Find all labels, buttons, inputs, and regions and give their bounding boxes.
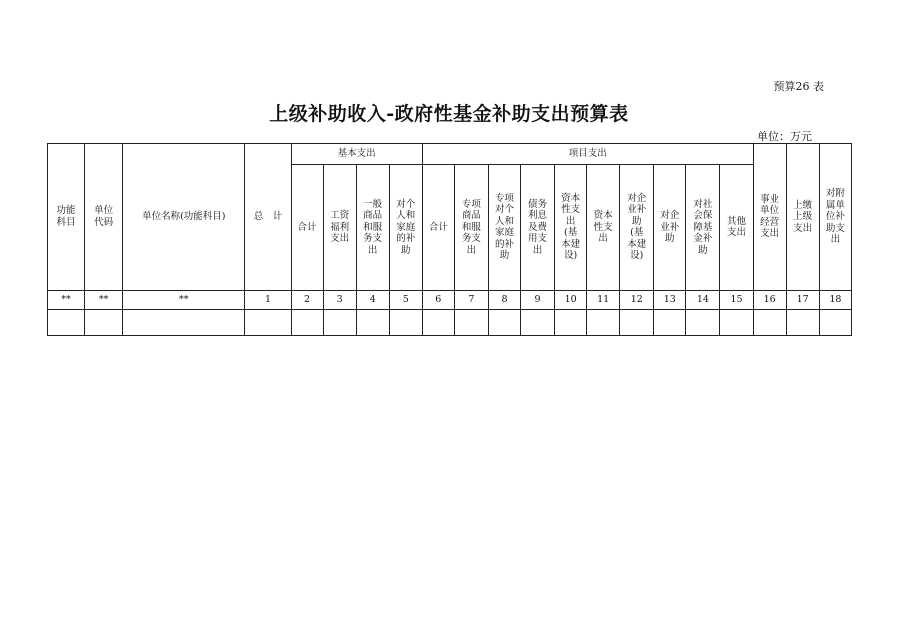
- index-cell: 3: [323, 291, 356, 310]
- empty-cell: [654, 310, 686, 336]
- empty-cell: [85, 310, 123, 336]
- header-basic-col-4: 对个人和家庭的补助: [389, 165, 422, 291]
- header-basic-col-2: 工资福利支出: [323, 165, 356, 291]
- header-func-subject: 功能科目: [48, 144, 85, 291]
- header-project-col-10: 其他支出: [720, 165, 753, 291]
- unit-label: 单位：万元: [757, 130, 812, 143]
- index-cell: 9: [521, 291, 555, 310]
- budget-table: [47, 143, 852, 336]
- empty-cell: [323, 310, 356, 336]
- empty-cell: [786, 310, 819, 336]
- empty-cell: [686, 310, 720, 336]
- header-project-col-7: 对企业补助(基本建设): [620, 165, 654, 291]
- index-cell: 11: [587, 291, 620, 310]
- empty-cell: [521, 310, 555, 336]
- index-cell: 12: [620, 291, 654, 310]
- header-row-group: [48, 144, 852, 165]
- empty-cell: [454, 310, 488, 336]
- index-cell: 5: [389, 291, 422, 310]
- index-cell: **: [123, 291, 245, 310]
- header-basic-col-1: 合计: [291, 165, 323, 291]
- index-cell: 15: [720, 291, 753, 310]
- empty-cell: [291, 310, 323, 336]
- index-cell: 2: [291, 291, 323, 310]
- empty-cell: [488, 310, 520, 336]
- empty-cell: [720, 310, 753, 336]
- index-cell: 14: [686, 291, 720, 310]
- header-total: 总 计: [245, 144, 291, 291]
- header-right-col-1: 事业单位经营支出: [753, 144, 786, 291]
- empty-cell: [587, 310, 620, 336]
- index-cell: 1: [245, 291, 291, 310]
- data-row-empty: [48, 310, 852, 336]
- empty-cell: [48, 310, 85, 336]
- index-cell: 18: [819, 291, 851, 310]
- empty-cell: [123, 310, 245, 336]
- header-project-col-3: 专项对个人和家庭的补助: [488, 165, 520, 291]
- index-cell: **: [48, 291, 85, 310]
- empty-cell: [753, 310, 786, 336]
- header-unit-code: 单位代码: [85, 144, 123, 291]
- index-cell: 17: [786, 291, 819, 310]
- index-cell: 16: [753, 291, 786, 310]
- header-project-col-2: 专项商品和服务支出: [454, 165, 488, 291]
- index-cell: **: [85, 291, 123, 310]
- empty-cell: [245, 310, 291, 336]
- header-project-group: 项目支出: [422, 144, 753, 165]
- header-project-col-5: 资本性支出(基本建设): [555, 165, 587, 291]
- empty-cell: [555, 310, 587, 336]
- index-cell: 4: [356, 291, 389, 310]
- header-basic-col-3: 一般商品和服务支出: [356, 165, 389, 291]
- header-project-col-8: 对企业补助: [654, 165, 686, 291]
- empty-cell: [819, 310, 851, 336]
- page-title: 上级补助收入-政府性基金补助支出预算表: [269, 103, 629, 125]
- empty-cell: [620, 310, 654, 336]
- header-project-col-6: 资本性支出: [587, 165, 620, 291]
- index-cell: 6: [422, 291, 454, 310]
- index-cell: 13: [654, 291, 686, 310]
- empty-cell: [356, 310, 389, 336]
- table-number: 预算26 表: [773, 80, 824, 93]
- header-basic-group: 基本支出: [291, 144, 422, 165]
- index-cell: 10: [555, 291, 587, 310]
- empty-cell: [422, 310, 454, 336]
- index-row: [48, 291, 852, 310]
- index-cell: 7: [454, 291, 488, 310]
- header-right-col-2: 上缴上级支出: [786, 144, 819, 291]
- header-project-col-9: 对社会保障基金补助: [686, 165, 720, 291]
- header-right-col-3: 对附属单位补助支出: [819, 144, 851, 291]
- header-project-col-1: 合计: [422, 165, 454, 291]
- empty-cell: [389, 310, 422, 336]
- header-project-col-4: 债务利息及费用支出: [521, 165, 555, 291]
- index-cell: 8: [488, 291, 520, 310]
- header-unit-name: 单位名称(功能科目): [123, 144, 245, 291]
